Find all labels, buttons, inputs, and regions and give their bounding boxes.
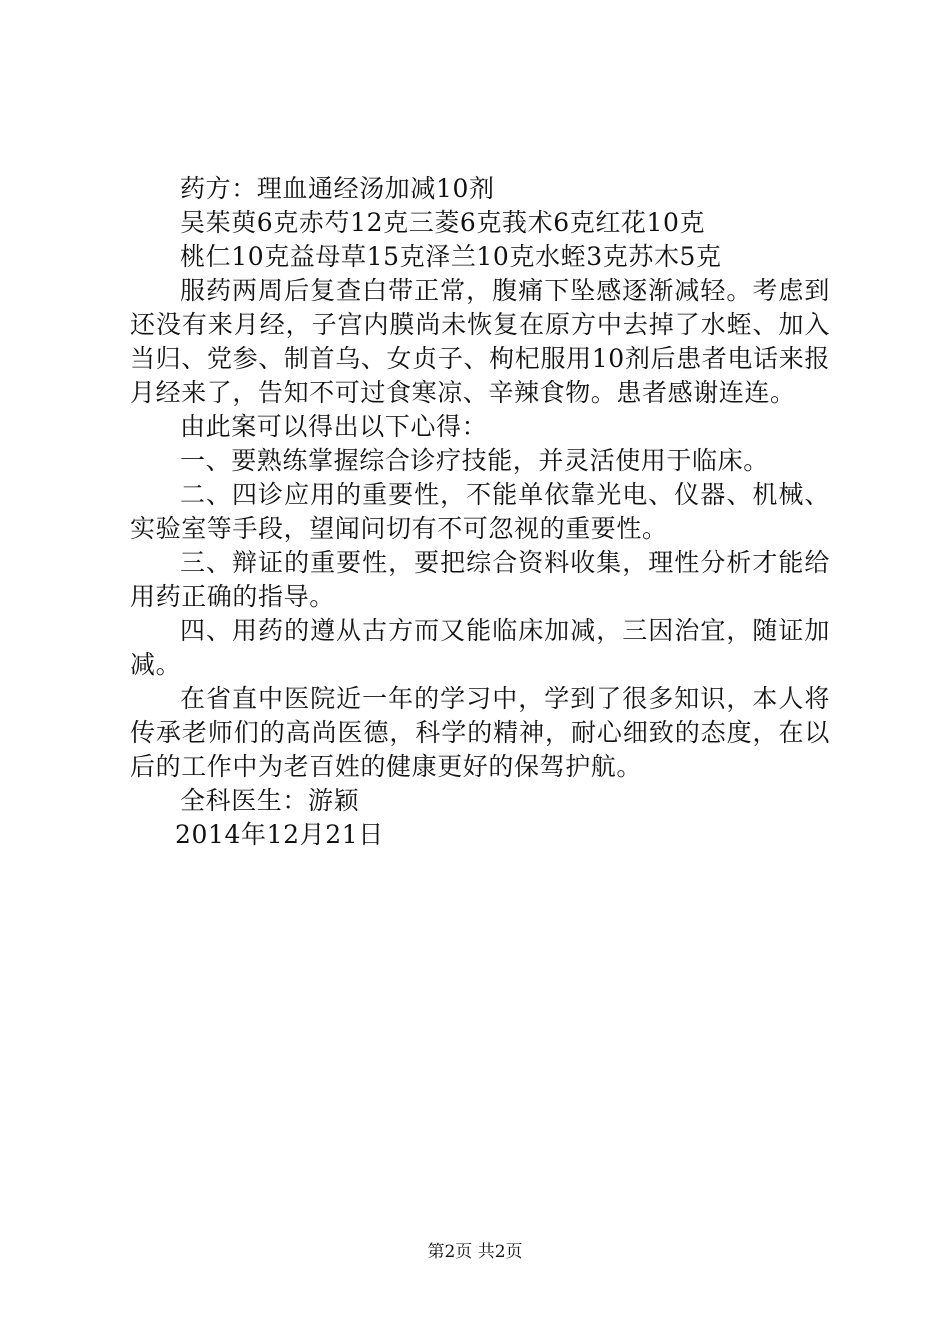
prescription-line-2: 桃仁10克益母草15克泽兰10克水蛭3克苏木5克 [180,242,722,271]
author-signature: 全科医生：游颖 [180,786,360,815]
page-number-footer: 第2页 共2页 [427,1242,523,1262]
prescription-title: 药方：理血通经汤加减10剂 [180,174,495,203]
document-body [130,172,830,852]
treatment-paragraph: 服药两周后复查白带正常，腹痛下坠感逐渐减轻。考虑到还没有来月经，子宫内膜尚未恢复在原方中去掉了水蛭、加入当归、党参、制首乌、女贞子、枸杞服用10剂后患者电话来报月经来了，告知不可过食寒凉、辛辣食物。患者感谢连连。 [130,276,830,407]
lesson-item-2: 二、四诊应用的重要性，不能单依靠光电、仪器、机械、实验室等手段，望闻问切有不可忽视的重要性。 [130,480,830,543]
prescription-line-1: 吴茱萸6克赤芍12克三菱6克莪术6克红花10克 [180,208,706,237]
lessons-heading: 由此案可以得出以下心得： [180,412,488,441]
document-date: 2014年12月21日 [175,820,384,849]
lesson-item-3: 三、辩证的重要性，要把综合资料收集，理性分析才能给用药正确的指导。 [130,548,830,611]
lesson-item-4: 四、用药的遵从古方而又能临床加减，三因治宜，随证加减。 [130,616,830,679]
closing-paragraph: 在省直中医院近一年的学习中，学到了很多知识，本人将传承老师们的高尚医德，科学的精神，耐心细致的态度，在以后的工作中为老百姓的健康更好的保驾护航。 [130,684,830,781]
lesson-item-1: 一、要熟练掌握综合诊疗技能，并灵活使用于临床。 [180,446,769,475]
